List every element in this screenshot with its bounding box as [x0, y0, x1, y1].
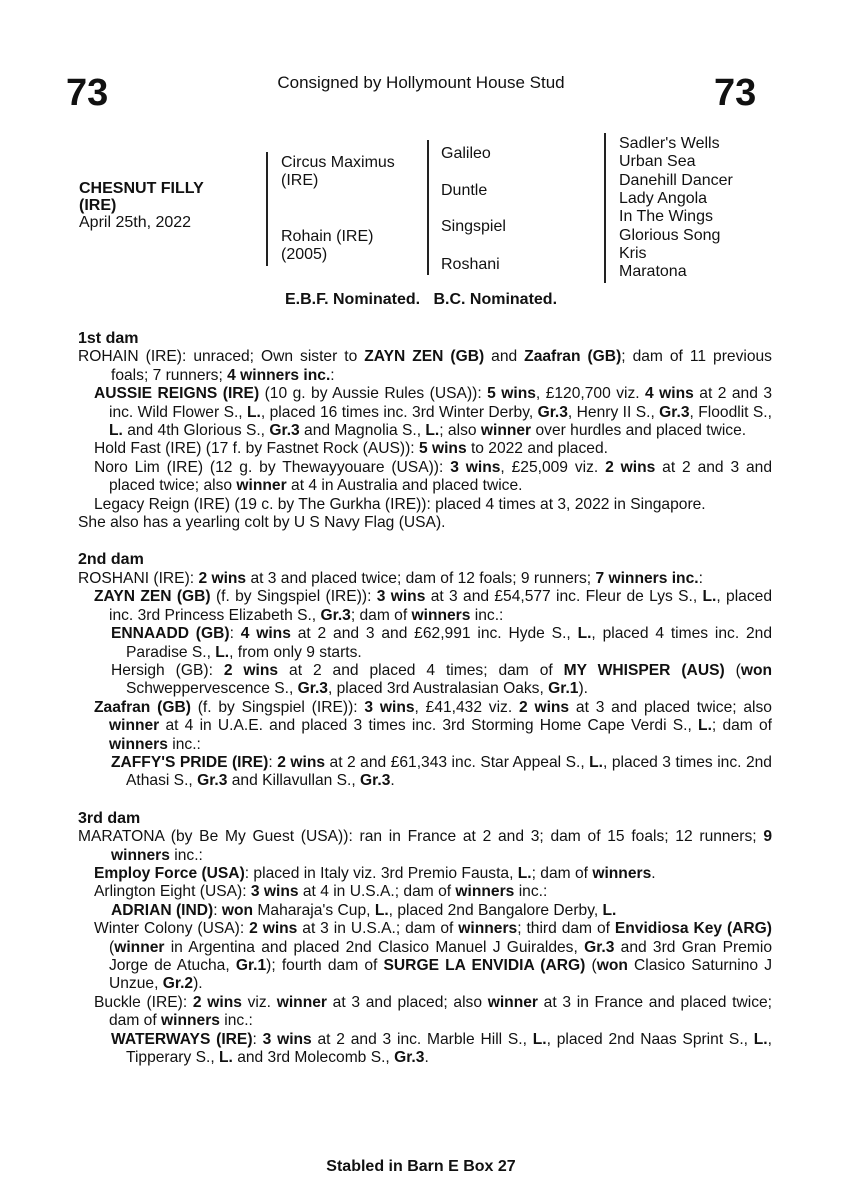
- horse-country: (IRE): [79, 197, 117, 214]
- second-dam-heading: 2nd dam: [78, 551, 144, 569]
- produce-zaffys-pride: ZAFFY'S PRIDE (IRE): 2 wins at 2 and £61,343 inc. Star Appeal S., L., placed 3 times inc. 2nd Athasi S., Gr.3 and Killavullan S., Gr.3.: [111, 753, 772, 790]
- pedigree-line-3: [604, 133, 606, 283]
- second-dam-paragraph: ROSHANI (IRE): 2 wins at 3 and placed twice; dam of 12 foals; 9 runners; 7 winners inc.:: [78, 569, 703, 587]
- lot-number-left: 73: [66, 72, 109, 114]
- pedigree-gen3-3: Danehill Dancer: [619, 172, 733, 189]
- pedigree-dam: Rohain (IRE) (2005): [281, 228, 374, 263]
- pedigree-gen3-5: In The Wings: [619, 208, 713, 225]
- produce-aussie-reigns: AUSSIE REIGNS (IRE) (10 g. by Aussie Rules (USA)): 5 wins, £120,700 viz. 4 wins at 2 and 3 inc. Wild Flower S., L., placed 16 times inc. 3rd Winter Derby, Gr.3, Henry II S., Gr.3, Floodlit S., L. and 4th Glorious S., Gr.3 and Magnolia S., L.; also winner over hurdles and placed twice.: [94, 385, 773, 440]
- catalogue-body: [78, 330, 772, 1067]
- pedigree-dam-sire: Singspiel: [441, 218, 506, 235]
- first-dam-heading: 1st dam: [78, 330, 139, 347]
- pedigree-line-2: [427, 140, 429, 275]
- pedigree-gen3-6: Glorious Song: [619, 227, 721, 244]
- pedigree-gen3-1: Sadler's Wells: [619, 135, 720, 152]
- pedigree-gen3-7: Kris: [619, 245, 647, 262]
- horse-dob: April 25th, 2022: [79, 214, 192, 231]
- pedigree-gen3-2: Urban Sea: [619, 153, 696, 170]
- pedigree-sire-sire: Galileo: [441, 145, 491, 162]
- produce-buckle: Buckle (IRE): 2 wins viz. winner at 3 and placed; also winner at 3 in France and placed twice; dam of winners inc.:: [94, 993, 772, 1030]
- third-dam-heading: 3rd dam: [78, 809, 141, 827]
- produce-zaafran: Zaafran (GB) (f. by Singspiel (IRE)): 3 wins, £41,432 viz. 2 wins at 3 and placed twice; also winner at 4 in U.A.E. and placed 3 times inc. 3rd Storming Home Cape Verdi S., L.; dam of winners inc.:: [94, 698, 772, 753]
- produce-zayn-zen: ZAYN ZEN (GB) (f. by Singspiel (IRE)): 3 wins at 3 and £54,577 inc. Fleur de Lys S., L., placed inc. 3rd Princess Elizabeth S., Gr.3; dam of winners inc.:: [94, 588, 772, 624]
- lot-number-right: 73: [714, 72, 757, 114]
- produce-employ-force: Employ Force (USA): placed in Italy viz. 3rd Premio Fausta, L.; dam of winners.: [94, 864, 656, 882]
- pedigree-dam-dam: Roshani: [441, 256, 500, 273]
- pedigree-line-1: [266, 152, 268, 266]
- nominations: E.B.F. Nominated. B.C. Nominated.: [284, 291, 558, 308]
- horse-details: [79, 180, 204, 231]
- stabling-footer: Stabled in Barn E Box 27: [326, 1158, 516, 1175]
- third-dam-paragraph: MARATONA (by Be My Guest (USA)): ran in France at 2 and 3; dam of 15 foals; 12 runners; 9 winners inc.:: [78, 828, 772, 864]
- produce-hold-fast: Hold Fast (IRE) (17 f. by Fastnet Rock (AUS)): 5 wins to 2022 and placed.: [94, 440, 608, 458]
- produce-adrian: ADRIAN (IND): won Maharaja's Cup, L., placed 2nd Bangalore Derby, L.: [111, 901, 617, 919]
- produce-legacy-reign: Legacy Reign (IRE) (19 c. by The Gurkha (IRE)): placed 4 times at 3, 2022 in Singapore.: [94, 495, 706, 513]
- produce-arlington-eight: Arlington Eight (USA): 3 wins at 4 in U.S.A.; dam of winners inc.:: [94, 883, 548, 901]
- pedigree-gen3-4: Lady Angola: [619, 190, 708, 207]
- produce-hersigh: Hersigh (GB): 2 wins at 2 and placed 4 times; dam of MY WHISPER (AUS) (won Schweppervescence S., Gr.3, placed 3rd Australasian Oaks, Gr.1).: [111, 661, 772, 698]
- pedigree-sire: Circus Maximus (IRE): [281, 154, 395, 189]
- produce-winter-colony: Winter Colony (USA): 2 wins at 3 in U.S.A.; dam of winners; third dam of Envidiosa Key (ARG) (winner in Argentina and placed 2nd Clasico Manuel J Guiraldes, Gr.3 and 3rd Gran Premio Jorge de Atucha, Gr.1); fourth dam of SURGE LA ENVIDIA (ARG) (won Clasico Saturnino J Unzue, Gr.2).: [94, 920, 772, 993]
- yearling-note: She also has a yearling colt by U S Navy Flag (USA).: [78, 514, 446, 532]
- pedigree-sire-dam: Duntle: [441, 182, 488, 199]
- pedigree-gen3-8: Maratona: [619, 263, 687, 280]
- first-dam-paragraph: ROHAIN (IRE): unraced; Own sister to ZAYN ZEN (GB) and Zaafran (GB); dam of 11 previous foals; 7 runners; 4 winners inc.:: [78, 348, 772, 384]
- produce-ennaadd: ENNAADD (GB): 4 wins at 2 and 3 and £62,991 inc. Hyde S., L., placed 4 times inc. 2nd Paradise S., L., from only 9 starts.: [111, 625, 773, 661]
- horse-sex: CHESNUT FILLY: [79, 180, 204, 197]
- produce-noro-lim: Noro Lim (IRE) (12 g. by Thewayyouare (USA)): 3 wins, £25,009 viz. 2 wins at 2 and 3 and placed twice; also winner at 4 in Australia and placed twice.: [94, 458, 772, 495]
- consignor: Consigned by Hollymount House Stud: [277, 73, 565, 92]
- produce-waterways: WATERWAYS (IRE): 3 wins at 2 and 3 inc. Marble Hill S., L., placed 2nd Naas Sprint S., L., Tipperary S., L. and 3rd Molecomb S., Gr.3.: [111, 1030, 772, 1067]
